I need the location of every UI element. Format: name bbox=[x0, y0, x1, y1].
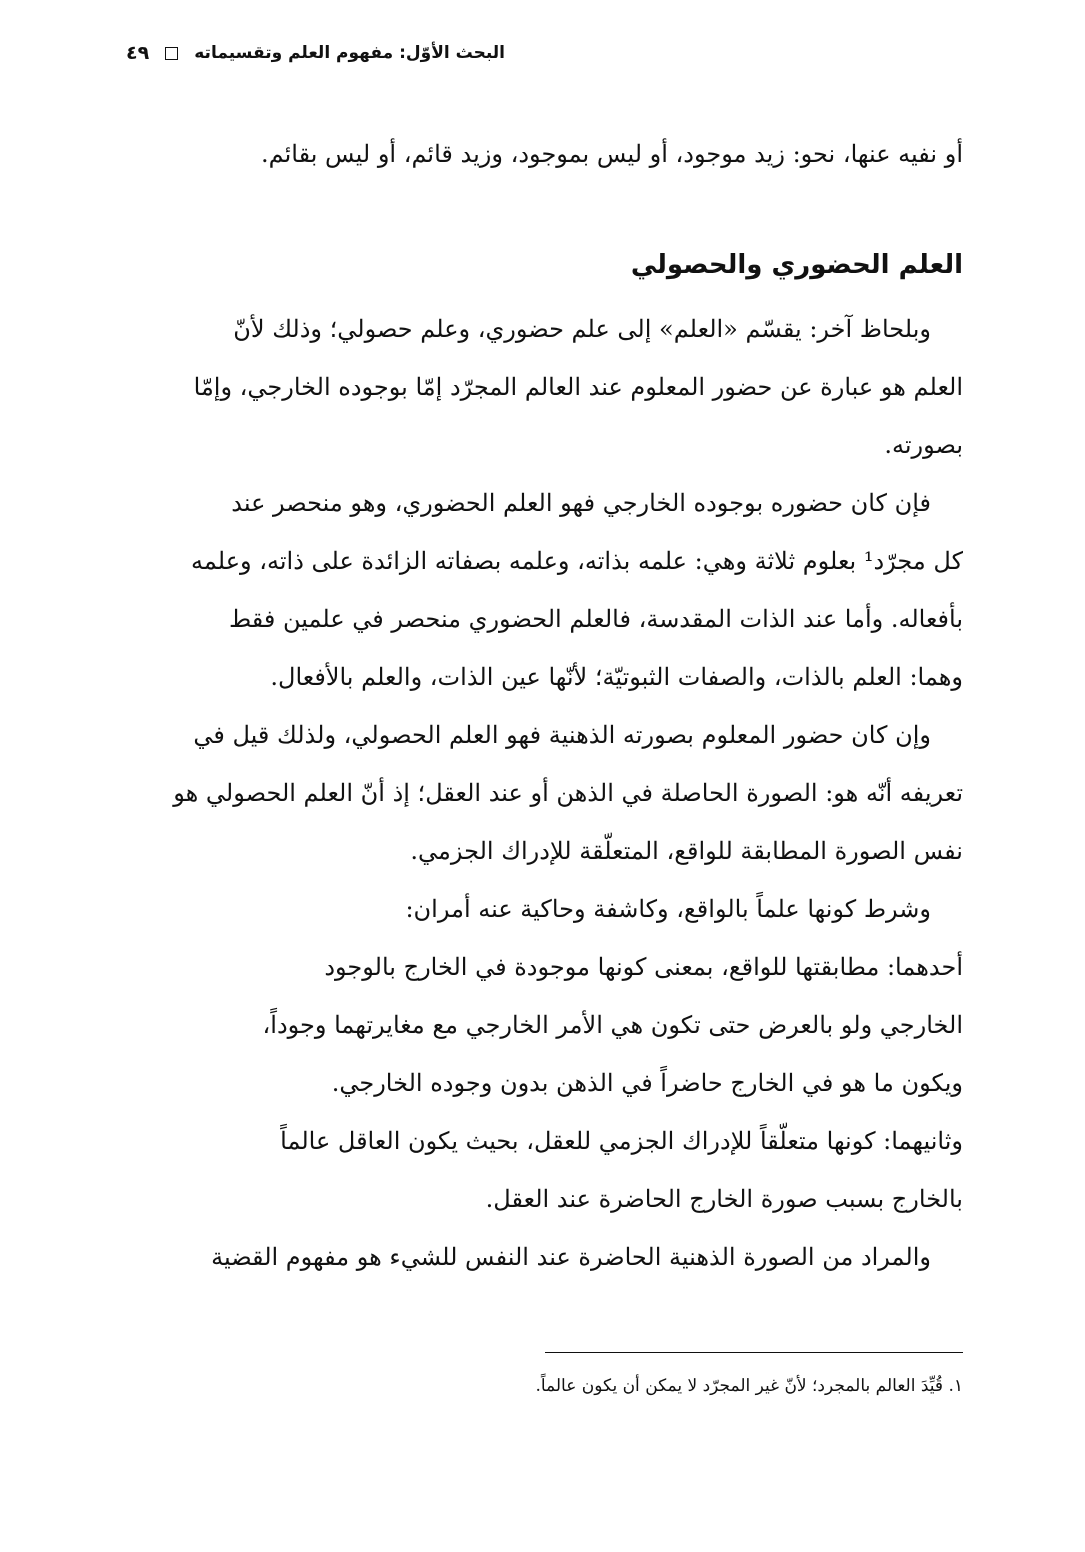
paragraph-line: تعريفه أنّه هو: الصورة الحاصلة في الذهن أو عند العقل؛ إذ أنّ العلم الحصولي هو bbox=[173, 779, 963, 807]
paragraph-line: بصورته. bbox=[884, 431, 963, 459]
paragraph-line: وبلحاظ آخر: يقسّم «العلم» إلى علم حضوري، وعلم حصولي؛ وذلك لأنّ bbox=[233, 315, 931, 343]
paragraph-1 bbox=[120, 300, 963, 474]
paragraph-line: والمراد من الصورة الذهنية الحاضرة عند النفس للشيء هو مفهوم القضية bbox=[211, 1243, 931, 1271]
paragraph-line: نفس الصورة المطابقة للواقع، المتعلّقة للإدراك الجزمي. bbox=[410, 837, 963, 865]
page-number: ٤٩ bbox=[126, 42, 150, 64]
intro-line: أو نفيه عنها، نحو: زيد موجود، أو ليس بموجود، وزيد قائم، أو ليس بقائم. bbox=[261, 140, 963, 168]
paragraph-line: أحدهما: مطابقتها للواقع، بمعنى كونها موجودة في الخارج بالوجود bbox=[324, 953, 963, 981]
section-heading: العلم الحضوري والحصولي bbox=[630, 250, 963, 280]
paragraph-line: الخارجي ولو بالعرض حتى تكون هي الأمر الخارجي مع مغايرتهما وجوداً، bbox=[262, 1011, 963, 1039]
body-text bbox=[120, 300, 963, 1286]
footnote-divider bbox=[545, 1352, 963, 1353]
running-header bbox=[126, 42, 505, 64]
paragraph-2 bbox=[120, 474, 963, 706]
paragraph-4 bbox=[120, 880, 963, 938]
running-title: البحث الأوّل: مفهوم العلم وتقسيماته bbox=[194, 43, 505, 63]
paragraph-line: كل مجرّد¹ بعلوم ثلاثة وهي: علمه بذاته، وعلمه بصفاته الزائدة على ذاته، وعلمه bbox=[191, 547, 963, 575]
paragraph-5 bbox=[120, 938, 963, 1112]
paragraph-line: بأفعاله. وأما عند الذات المقدسة، فالعلم الحضوري منحصر في علمين فقط bbox=[228, 605, 963, 633]
intro-paragraph bbox=[120, 125, 963, 183]
paragraph-line: وهما: العلم بالذات، والصفات الثبوتيّة؛ لأنّها عين الذات، والعلم بالأفعال. bbox=[270, 663, 963, 691]
paragraph-line: وثانيهما: كونها متعلّقاً للإدراك الجزمي للعقل، بحيث يكون العاقل عالماً bbox=[280, 1127, 963, 1155]
footnote: ١. قُيِّدَ العالم بالمجرد؛ لأنّ غير المجرّد لا يمكن أن يكون عالماً. bbox=[535, 1376, 963, 1396]
paragraph-line: بالخارج بسبب صورة الخارج الحاضرة عند العقل. bbox=[485, 1185, 963, 1213]
paragraph-3 bbox=[120, 706, 963, 880]
paragraph-line: وإن كان حضور المعلوم بصورته الذهنية فهو العلم الحصولي، ولذلك قيل في bbox=[193, 721, 931, 749]
paragraph-line: فإن كان حضوره بوجوده الخارجي فهو العلم الحضوري، وهو منحصر عند bbox=[231, 489, 931, 517]
paragraph-7 bbox=[120, 1228, 963, 1286]
paragraph-line: وشرط كونها علماً بالواقع، وكاشفة وحاكية عنه أمران: bbox=[405, 895, 931, 923]
paragraph-6 bbox=[120, 1112, 963, 1228]
paragraph-line: العلم هو عبارة عن حضور المعلوم عند العالم المجرّد إمّا بوجوده الخارجي، وإمّا bbox=[193, 373, 963, 401]
paragraph-line: ويكون ما هو في الخارج حاضراً في الذهن بدون وجوده الخارجي. bbox=[331, 1069, 963, 1097]
square-icon bbox=[165, 47, 178, 60]
